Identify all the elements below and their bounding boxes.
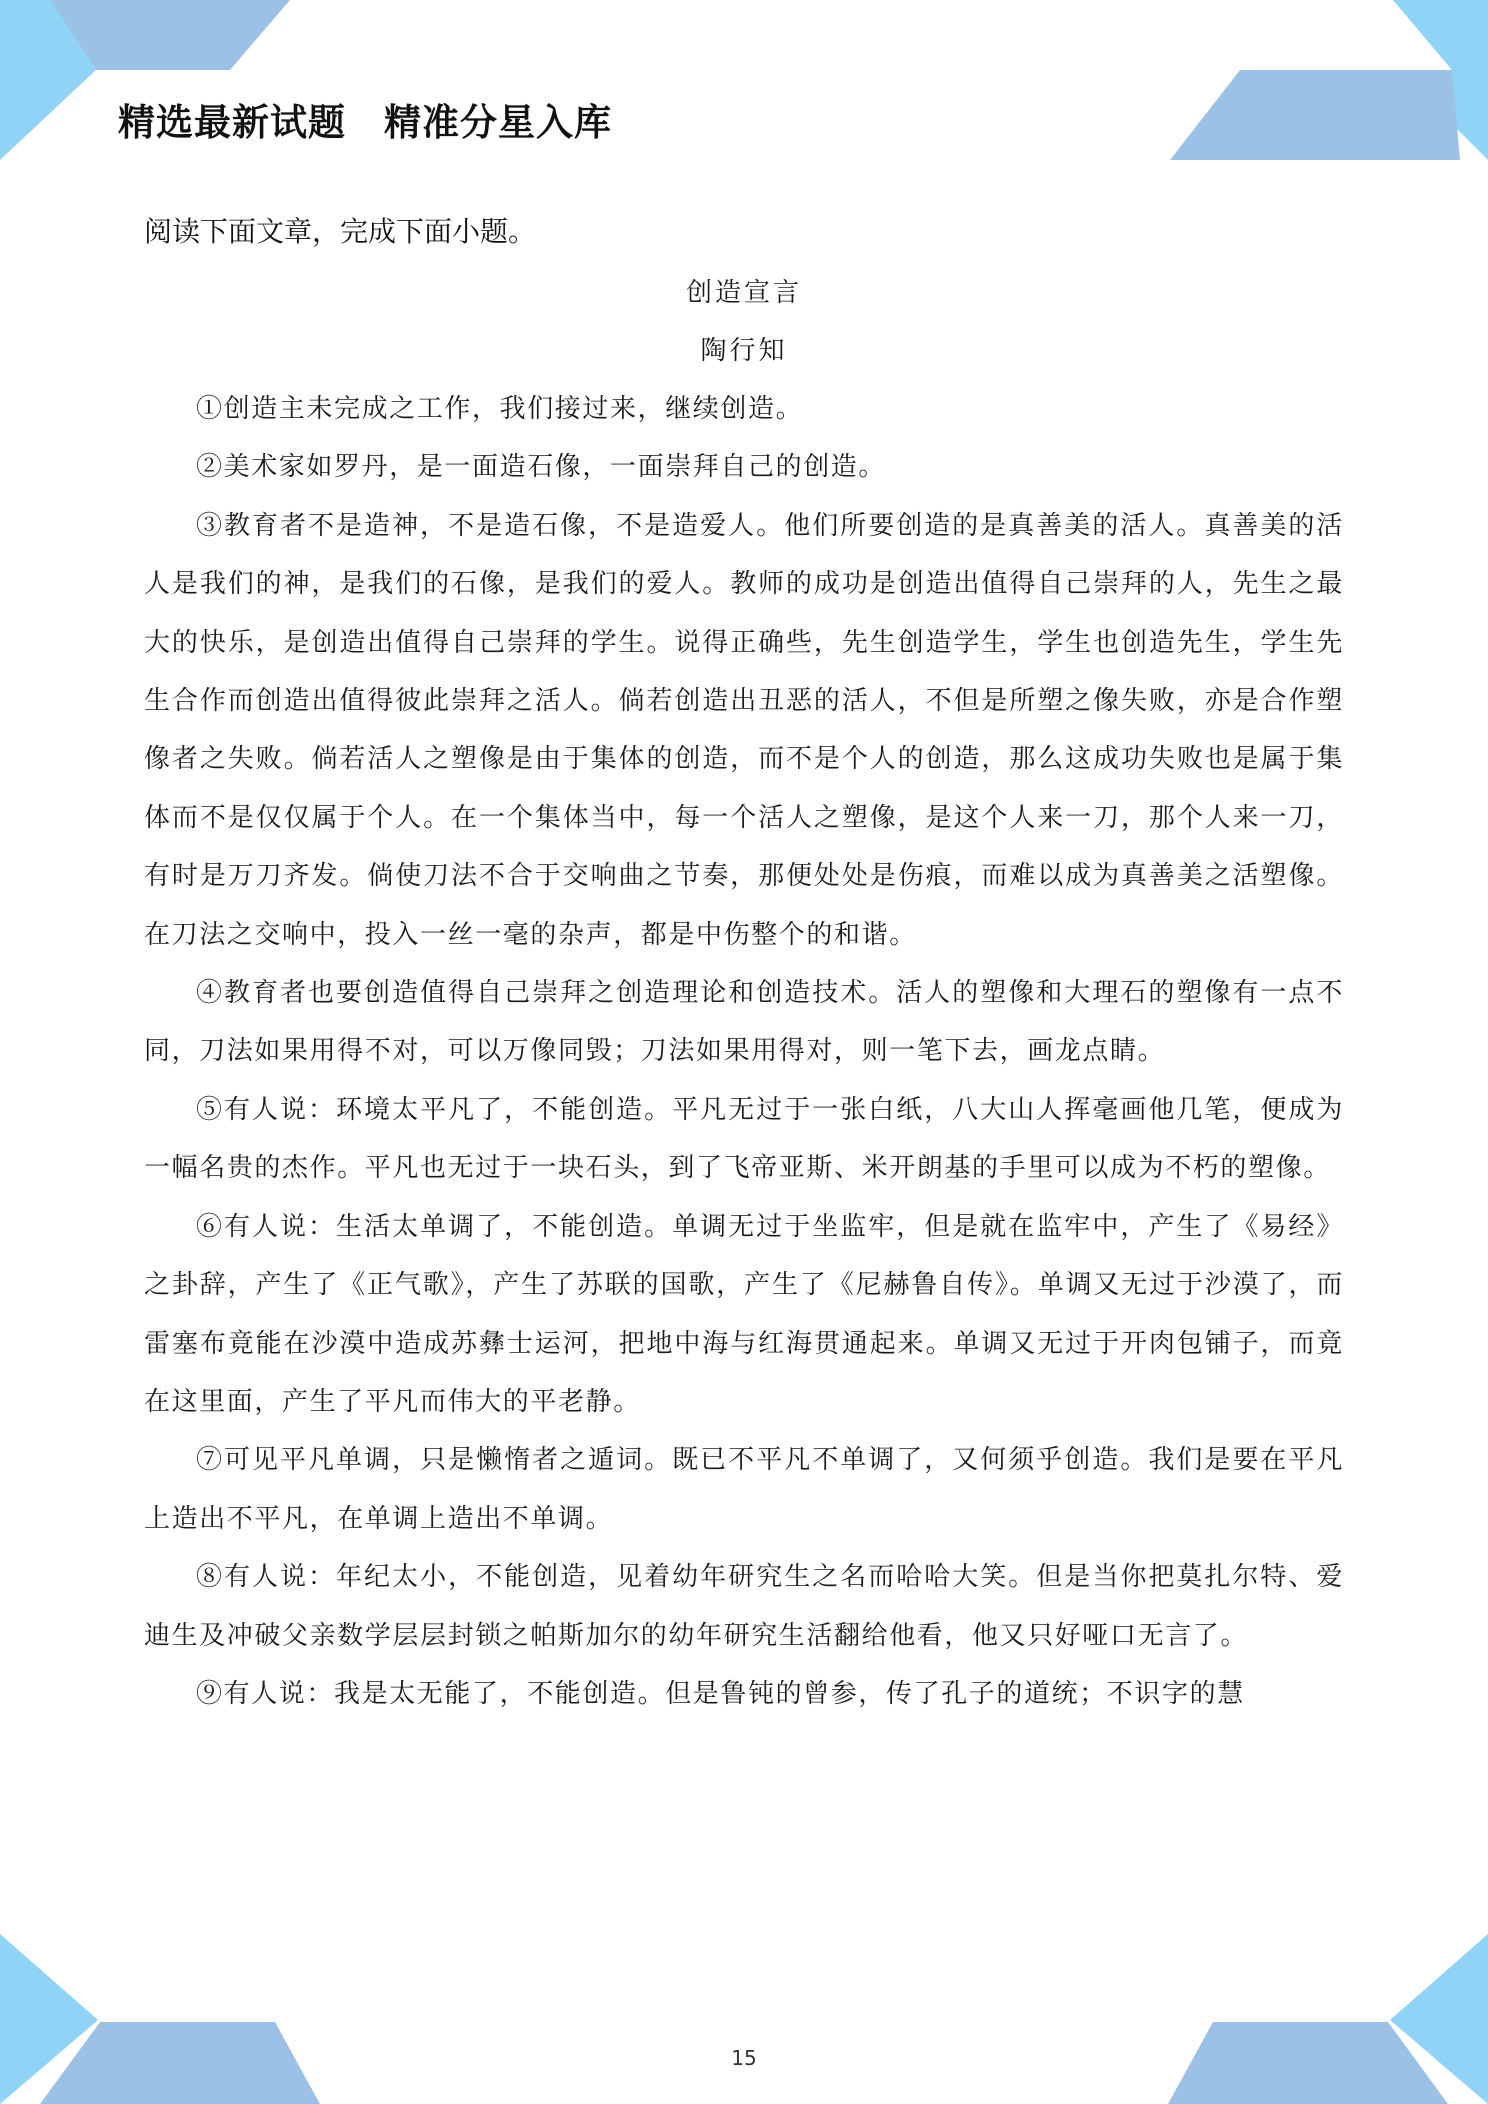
question-instruction: 阅读下面文章，完成下面小题。 <box>144 215 537 248</box>
article-body <box>144 380 1344 1723</box>
paragraph-8: ⑧有人说：年纪太小，不能创造，见着幼年研究生之名而哈哈大笑。但是当你把莫扎尔特、爱迪生及冲破父亲数学层层封锁之帕斯加尔的幼年研究生活翻给他看，他又只好哑口无言了。 <box>144 1562 1344 1651</box>
paragraph-5: ⑤有人说：环境太平凡了，不能创造。平凡无过于一张白纸，八大山人挥毫画他几笔，便成为一幅名贵的杰作。平凡也无过于一块石头，到了飞帝亚斯、米开朗基的手里可以成为不朽的塑像。 <box>144 1094 1344 1184</box>
page-number: 15 <box>731 2046 757 2070</box>
paragraph-4: ④教育者也要创造值得自己崇拜之创造理论和创造技术。活人的塑像和大理石的塑像有一点不同，刀法如果用得不对，可以万像同毁；刀法如果用得对，则一笔下去，画龙点睛。 <box>144 978 1344 1067</box>
header-title: 精选最新试题 精准分星入库 <box>118 101 612 144</box>
paragraph-2: ②美术家如罗丹，是一面造石像，一面崇拜自己的创造。 <box>196 452 887 483</box>
paragraph-9: ⑨有人说：我是太无能了，不能创造。但是鲁钝的曾参，传了孔子的道统；不识字的慧 <box>196 1678 1245 1709</box>
paragraph-6: ⑥有人说：生活太单调了，不能创造。单调无过于坐监牢，但是就在监牢中，产生了《易经》之卦辞，产生了《正气歌》，产生了苏联的国歌，产生了《尼赫鲁自传》。单调又无过于沙漠了，而雷塞布竟能在沙漠中造成苏彝士运河，把地中海与红海贯通起来。单调又无过于开肉包铺子，而竟在这里面，产生了平凡而伟大的平老静。 <box>144 1211 1344 1417</box>
paragraph-3: ③教育者不是造神，不是造石像，不是造爱人。他们所要创造的是真善美的活人。真善美的活人是我们的神，是我们的石像，是我们的爱人。教师的成功是创造出值得自己崇拜的人，先生之最大的快乐，是创造出值得自己崇拜的学生。说得正确些，先生创造学生，学生也创造先生，学生先生合作而创造出值得彼此崇拜之活人。倘若创造出丑恶的活人，不但是所塑之像失败，亦是合作塑像者之失败。倘若活人之塑像是由于集体的创造，而不是个人的创造，那么这成功失败也是属于集体而不是仅仅属于个人。在一个集体当中，每一个活人之塑像，是这个人来一刀，那个人来一刀，有时是万刀齐发。倘使刀法不合于交响曲之节奏，那便处处是伤痕，而难以成为真善美之活塑像。在刀法之交响中，投入一丝一毫的杂声，都是中伤整个的和谐。 <box>144 510 1344 950</box>
paragraph-1: ①创造主未完成之工作，我们接过来，继续创造。 <box>196 394 804 424</box>
corner-decoration-bottom-left <box>0 1930 320 2104</box>
article-title: 创造宣言 <box>685 278 802 308</box>
corner-decoration-bottom-right <box>1168 1930 1488 2104</box>
paragraph-7: ⑦可见平凡单调，只是懒惰者之遁词。既已不平凡不单调了，又何须乎创造。我们是要在平凡上造出不平凡，在单调上造出不单调。 <box>144 1445 1344 1534</box>
corner-decoration-top-right <box>1170 0 1488 165</box>
article-author: 陶行知 <box>700 336 788 366</box>
